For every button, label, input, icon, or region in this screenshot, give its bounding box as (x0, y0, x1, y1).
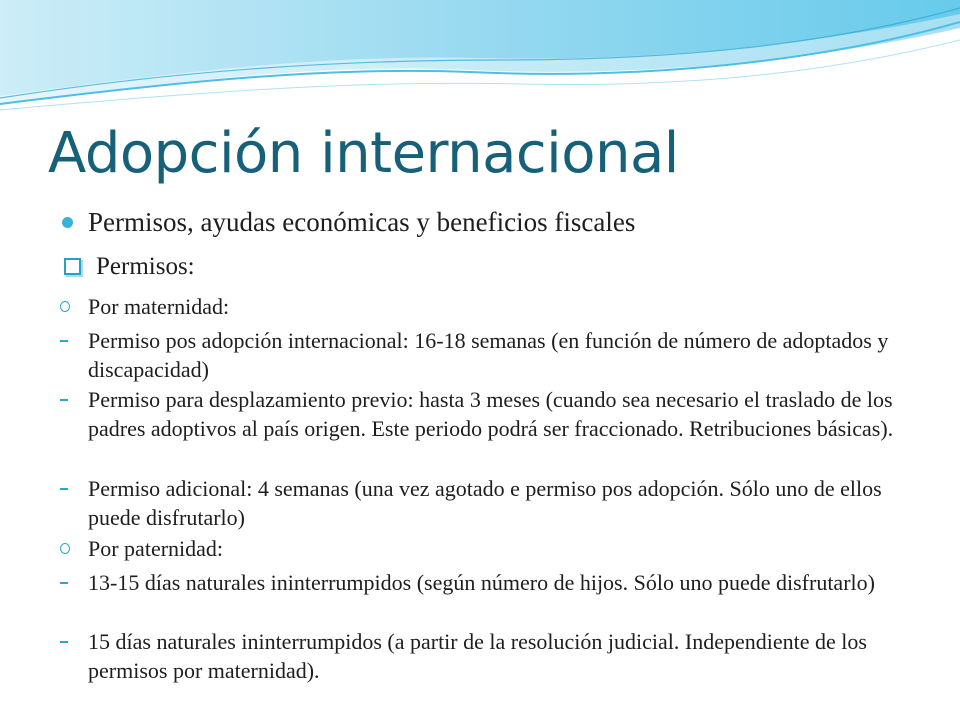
dot-icon (62, 217, 73, 228)
bullet-text: Por paternidad: (88, 536, 224, 561)
bullet-text: 13-15 días naturales ininterrumpidos (según número de hijos. Sólo uno puede disfrutarlo) (88, 570, 875, 595)
circle-icon (60, 543, 70, 554)
bullet-text: Por maternidad: (88, 294, 230, 319)
dash-icon (60, 582, 68, 584)
bullet-text: Permisos: (96, 253, 195, 280)
bullet-text: Permiso pos adopción internacional: 16-18 semanas (en función de número de adoptados y discapacidad) (88, 328, 889, 382)
dash-icon (60, 399, 68, 401)
bullet-text: Permisos, ayudas económicas y beneficios fiscales (88, 207, 636, 237)
bullet-text: 15 días naturales ininterrumpidos (a partir de la resolución judicial. Independiente de los permisos por maternidad). (88, 629, 867, 683)
bullet-text: Permiso adicional: 4 semanas (una vez agotado e permiso pos adopción. Sólo uno de ellos puede disfrutarlo) (88, 476, 882, 530)
slide-title: Adopción internacional (48, 121, 679, 186)
circle-icon (60, 301, 70, 312)
dash-icon (60, 488, 68, 490)
dash-icon (60, 641, 68, 643)
dash-icon (60, 340, 68, 342)
bullet-text: Permiso para desplazamiento previo: hasta 3 meses (cuando sea necesario el traslado de los padres adoptivos al país origen. Este periodo podrá ser fraccionado. Retribuciones básicas). (88, 387, 894, 441)
square-checkbox-icon (64, 258, 81, 275)
